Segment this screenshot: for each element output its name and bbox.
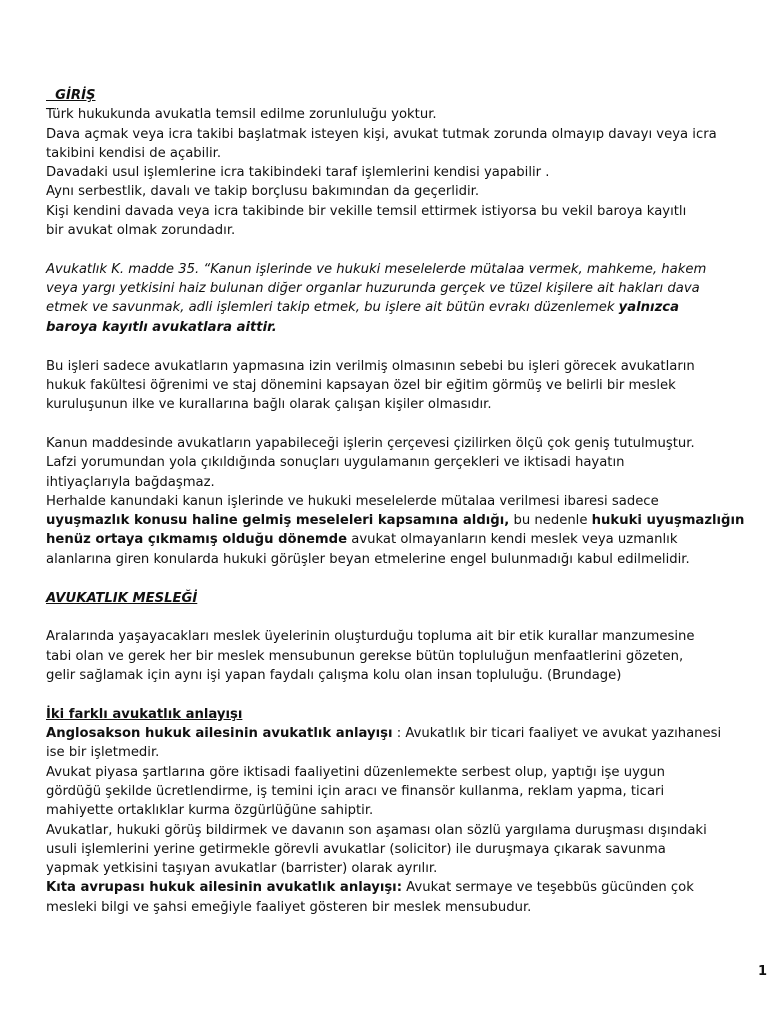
emphasis: Kıta avrupası hukuk ailesinin avukatlık anlayışı: bbox=[46, 880, 402, 896]
text-line: Bu işleri sadece avukatların yapmasına izin verilmiş olmasının sebebi bu işleri görecek avukatların bbox=[46, 358, 695, 374]
quote-line bbox=[46, 298, 752, 317]
emphasis: henüz ortaya çıkmamış olduğu dönemde bbox=[46, 532, 348, 548]
text: avukat olmayanların kendi meslek veya uzmanlık bbox=[347, 532, 678, 548]
paragraph-gap bbox=[46, 685, 752, 705]
text-line: mesleki bilgi ve şahsi emeğiyle faaliyet gösteren bir meslek mensubudur. bbox=[46, 899, 532, 915]
text-line: usuli işlemlerini yerine getirmekle görevli avukatlar (solicitor) ile duruşmaya çıkarak savunma bbox=[46, 841, 666, 857]
text-line bbox=[46, 724, 752, 743]
text-line: hukuk fakültesi öğrenimi ve staj dönemini kapsayan özel bir eğitim görmüş ve belirli bir meslek bbox=[46, 377, 676, 393]
emphasis: uyuşmazlık konusu haline gelmiş meseleleri kapsamına aldığı, bbox=[46, 513, 510, 529]
paragraph-gap bbox=[46, 240, 752, 260]
paragraph-gap bbox=[46, 337, 752, 357]
text-line: Avukat piyasa şartlarına göre iktisadi faaliyetini düzenlemekte serbest olup, yaptığı işe uygun bbox=[46, 764, 665, 780]
text-line bbox=[46, 530, 752, 549]
quote-emphasis: baroya kayıtlı avukatlara aittir. bbox=[46, 319, 277, 335]
text-line: Aynı serbestlik, davalı ve takip borçlusu bakımından da geçerlidir. bbox=[46, 184, 480, 200]
text-line: Türk hukukunda avukatla temsil edilme zorunluluğu yoktur. bbox=[46, 107, 437, 123]
section-heading-giris: GİRİŞ bbox=[46, 88, 96, 103]
text-line: Kişi kendini davada veya icra takibinde bir vekille temsil ettirmek istiyorsa bu vekil baroya kayıtlı bbox=[46, 203, 687, 219]
text-line: Aralarında yaşayacakları meslek üyelerinin oluşturduğu topluma ait bir etik kurallar manzumesine bbox=[46, 629, 695, 645]
quote-line bbox=[46, 318, 752, 337]
quote-line: veya yargı yetkisini haiz bulunan diğer organlar huzurunda gerçek ve tüzel kişilere ait hakları dava bbox=[46, 281, 700, 297]
emphasis: Anglosakson hukuk ailesinin avukatlık anlayışı bbox=[46, 726, 393, 742]
text-line bbox=[46, 511, 752, 530]
text-line: ise bir işletmedir. bbox=[46, 745, 160, 761]
quote-text: etmek ve savunmak, adli işlemleri takip etmek, bu işlere ait bütün evrakı düzenlemek bbox=[46, 300, 619, 316]
text: : Avukatlık bir ticari faaliyet ve avukat yazıhanesi bbox=[392, 726, 722, 742]
paragraph-gap bbox=[46, 569, 752, 589]
text-line: gördüğü şekilde ücretlendirme, iş temini için aracı ve finansör kullanma, reklam yapma, ticari bbox=[46, 783, 665, 799]
text-line: ihtiyaçlarıyla bağdaşmaz. bbox=[46, 474, 215, 490]
text-line: Dava açmak veya icra takibi başlatmak isteyen kişi, avukat tutmak zorunda olmayıp davayı veya icra bbox=[46, 126, 717, 142]
document-page bbox=[46, 86, 752, 917]
section-heading-avukatlik-meslegi: AVUKATLIK MESLEĞİ bbox=[46, 590, 198, 606]
text-line: alanlarına giren konularda hukuki görüşler beyan etmelerine engel bulunmadığı kabul edilmelidir. bbox=[46, 551, 690, 567]
text-line: Davadaki usul işlemlerine icra takibindeki taraf işlemlerini kendisi yapabilir . bbox=[46, 165, 550, 181]
quote-emphasis: yalnızca bbox=[618, 300, 679, 316]
text-line: kuruluşunun ilke ve kurallarına bağlı olarak çalışan kişiler olmasıdır. bbox=[46, 397, 492, 413]
text-line: Avukatlar, hukuki görüş bildirmek ve davanın son aşaması olan sözlü yargılama duruşması dışındaki bbox=[46, 822, 707, 838]
text: Avukat sermaye ve teşebbüs gücünden çok bbox=[401, 880, 694, 896]
text-line: Herhalde kanundaki kanun işlerinde ve hukuki meselelerde mütalaa verilmesi ibaresi sadece bbox=[46, 493, 659, 509]
quote-line: Avukatlık K. madde 35. “Kanun işlerinde ve hukuki meselelerde mütalaa vermek, mahkeme, hakem bbox=[46, 261, 707, 277]
text-line: Lafzi yorumundan yola çıkıldığında sonuçları uygulamanın gerçekleri ve iktisadi hayatın bbox=[46, 455, 625, 471]
text-line: takibini kendisi de açabilir. bbox=[46, 145, 222, 161]
text-line: tabi olan ve gerek her bir meslek mensubunun gerekse bütün topluluğun menfaatlerini gözeten, bbox=[46, 648, 684, 664]
paragraph-gap bbox=[46, 608, 752, 628]
subheading-iki-farkli-anlayis: İki farklı avukatlık anlayışı bbox=[46, 706, 243, 722]
text-line bbox=[46, 878, 752, 897]
text-line: Kanun maddesinde avukatların yapabileceği işlerin çerçevesi çizilirken ölçü çok geniş tutulmuştur. bbox=[46, 435, 695, 451]
text-line: yapmak yetkisini taşıyan avukatlar (barrister) olarak ayrılır. bbox=[46, 861, 438, 877]
text: bu nedenle bbox=[509, 513, 592, 529]
emphasis: hukuki uyuşmazlığın bbox=[591, 513, 745, 529]
text-line: mahiyette ortaklıklar kurma özgürlüğüne sahiptir. bbox=[46, 803, 374, 819]
paragraph-gap bbox=[46, 414, 752, 434]
text-line: bir avukat olmak zorundadır. bbox=[46, 223, 236, 239]
text-line: gelir sağlamak için aynı işi yapan faydalı çalışma kolu olan insan topluluğu. (Brundage) bbox=[46, 667, 622, 683]
page-number: 1 bbox=[758, 964, 768, 979]
